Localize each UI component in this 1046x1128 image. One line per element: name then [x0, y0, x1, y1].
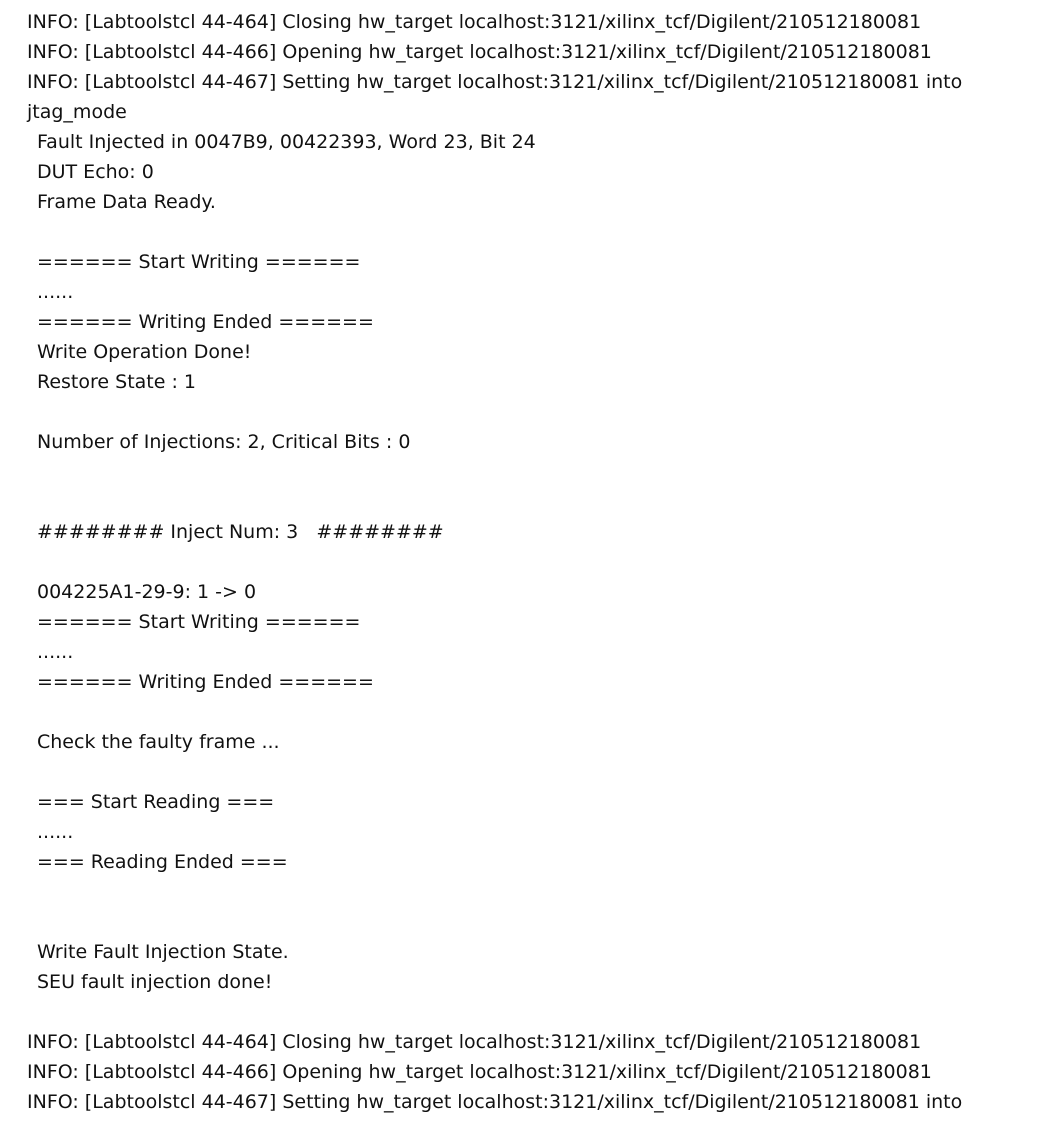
log-line-restore-state: Restore State : 1 [37, 371, 196, 393]
log-line-write-fault-state: Write Fault Injection State. [37, 941, 289, 963]
log-line-write-done: Write Operation Done! [37, 341, 252, 363]
log-line-jtag-mode: jtag_mode [27, 101, 127, 123]
log-line-setting-hw-target: INFO: [Labtoolstcl 44-467] Setting hw_target localhost:3121/xilinx_tcf/Digilent/210512180081 into [27, 1091, 963, 1113]
log-line-start-writing: ====== Start Writing ====== [37, 251, 361, 273]
log-line-progress-dots: ...... [37, 641, 74, 663]
log-line-fault-injected: Fault Injected in 0047B9, 00422393, Word 23, Bit 24 [37, 131, 536, 153]
log-line-opening-hw-target: INFO: [Labtoolstcl 44-466] Opening hw_target localhost:3121/xilinx_tcf/Digilent/210512180081 [27, 1061, 932, 1083]
log-line-setting-hw-target: INFO: [Labtoolstcl 44-467] Setting hw_target localhost:3121/xilinx_tcf/Digilent/210512180081 into [27, 71, 963, 93]
log-line-seu-done: SEU fault injection done! [37, 971, 273, 993]
log-line-start-reading: === Start Reading === [37, 791, 275, 813]
log-line-dut-echo: DUT Echo: 0 [37, 161, 154, 183]
log-line-frame-ready: Frame Data Ready. [37, 191, 216, 213]
log-line-progress-dots: ...... [37, 821, 74, 843]
log-line-closing-hw-target: INFO: [Labtoolstcl 44-464] Closing hw_target localhost:3121/xilinx_tcf/Digilent/210512180081 [27, 11, 922, 33]
log-line-inject-num: ######## Inject Num: 3 ######## [37, 521, 444, 543]
log-line-opening-hw-target: INFO: [Labtoolstcl 44-466] Opening hw_target localhost:3121/xilinx_tcf/Digilent/210512180081 [27, 41, 932, 63]
log-line-progress-dots: ...... [37, 281, 74, 303]
log-line-bit-flip: 004225A1-29-9: 1 -> 0 [37, 581, 257, 603]
log-line-writing-ended: ====== Writing Ended ====== [37, 311, 374, 333]
log-line-start-writing: ====== Start Writing ====== [37, 611, 361, 633]
log-line-closing-hw-target: INFO: [Labtoolstcl 44-464] Closing hw_target localhost:3121/xilinx_tcf/Digilent/210512180081 [27, 1031, 922, 1053]
log-line-check-frame: Check the faulty frame ... [37, 731, 280, 753]
log-line-writing-ended: ====== Writing Ended ====== [37, 671, 374, 693]
log-line-reading-ended: === Reading Ended === [37, 851, 288, 873]
log-line-num-injections: Number of Injections: 2, Critical Bits : 0 [37, 431, 411, 453]
